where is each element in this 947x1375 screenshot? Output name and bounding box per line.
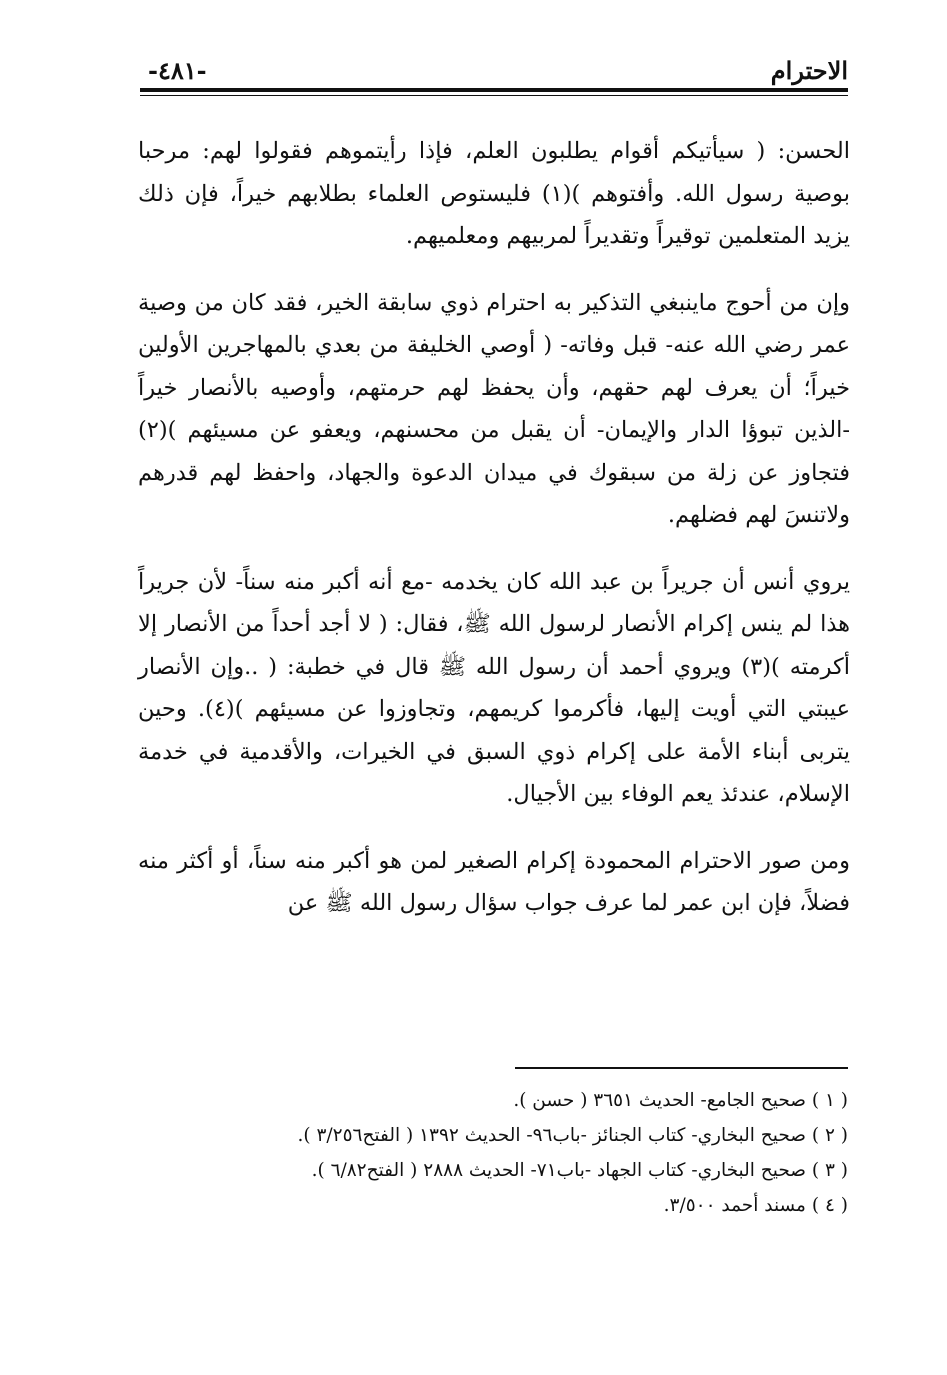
header-rule-thin (140, 95, 848, 96)
paragraph-3: يروي أنس أن جريراً بن عبد الله كان يخدمه -مع أنه أكبر منه سناً- لأن جريراً هذا لم ينس إكرام الأنصار لرسول الله ﷺ، فقال: ( لا أجد أحداً من الأنصار إلا أكرمته )(٣) ويروي أحمد أن رسول الله ﷺ قال في خطبة: ( ..وإن الأنصار عيبتي التي أويت إليها، فأكرموا كريمهم، وتجاوزوا عن مسيئهم )(٤). وحين يتربى أبناء الأمة على إكرام ذوي السبق في الخيرات، والأقدمية في خدمة الإسلام، عندئذ يعم الوفاء بين الأجيال. (138, 568, 850, 807)
chapter-title: الاحترام (770, 56, 848, 85)
paragraph-1: الحسن: ( سيأتيكم أقوام يطلبون العلم، فإذا رأيتموهم فقولوا لهم: مرحبا بوصية رسول الله. وأفتوهم )(١) فليستوص العلماء بطلابهم خيراً، فإن ذلك يزيد المتعلمين توقيراً وتقديراً لمربيهم ومعلميهم. (138, 138, 851, 249)
running-header (140, 52, 848, 92)
body-text (138, 130, 850, 949)
page-number: -٤٨١- (148, 56, 207, 85)
footnote-2: ( ٢ ) صحيح البخاري- كتاب الجنائز -باب٩٦- الحديث ١٣٩٢ ( الفتح٣/٢٥٦ ). (297, 1125, 848, 1146)
footnote-4: ( ٤ ) مسند أحمد ٣/٥٠٠. (663, 1195, 848, 1216)
footnote-separator (515, 1067, 848, 1069)
paragraph-2: وإن من أحوج ماينبغي التذكير به احترام ذوي سابقة الخير، فقد كان من وصية عمر رضي الله عنه- قبل وفاته- ( أوصي الخليفة من بعدي بالمهاجرين الأولين خيراً؛ أن يعرف لهم حقهم، وأن يحفظ لهم حرمتهم، وأوصيه بالأنصار خيراً -الذين تبوؤا الدار والإيمان- أن يقبل من محسنهم، ويعفو عن مسيئهم )(٢) فتجاوز عن زلة من سبقوك في ميدان الدعوة والجهاد، واحفظ لهم قدرهم ولاتنسَ لهم فضلهم. (138, 289, 850, 528)
paragraph-4: ومن صور الاحترام المحمودة إكرام الصغير لمن هو أكبر منه سناً، أو أكثر منه فضلاً، فإن ابن عمر لما عرف جواب سؤال رسول الله ﷺ عن (138, 847, 850, 916)
footnote-1: ( ١ ) صحيح الجامع- الحديث ٣٦٥١ ( حسن ). (513, 1090, 848, 1111)
header-rule-thick (140, 88, 848, 92)
footnotes (160, 1083, 848, 1223)
footnote-3: ( ٣ ) صحيح البخاري- كتاب الجهاد -باب٧١- الحديث ٢٨٨٨ ( الفتح٦/٨٢ ). (311, 1160, 848, 1181)
